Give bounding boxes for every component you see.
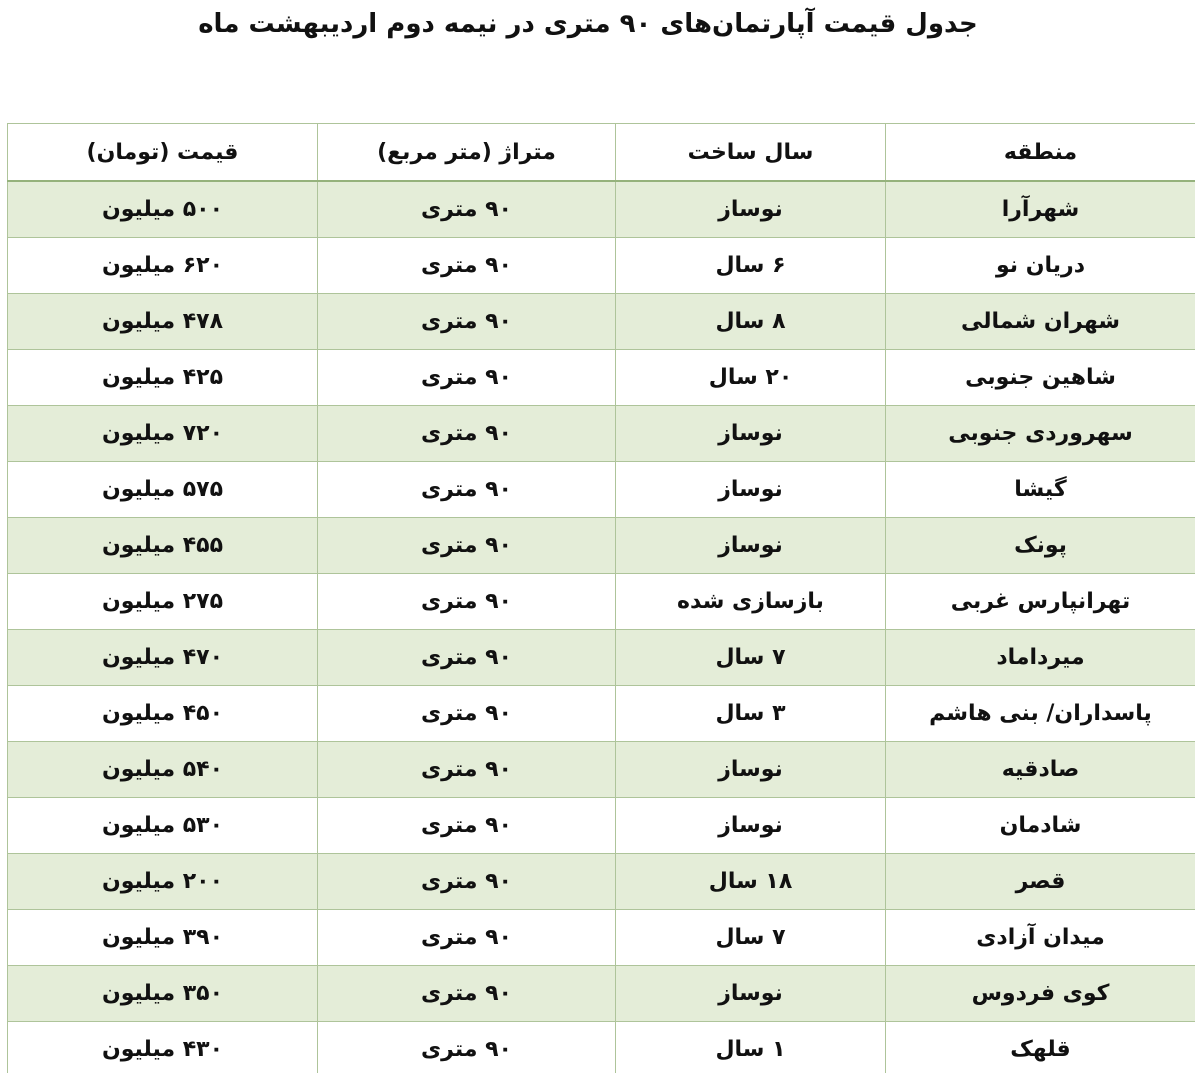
cell-area: ۹۰ متری: [318, 630, 616, 686]
cell-construction-year: ۱۸ سال: [616, 854, 886, 910]
header-region: منطقه: [886, 124, 1196, 182]
cell-area: ۹۰ متری: [318, 854, 616, 910]
cell-area: ۹۰ متری: [318, 181, 616, 238]
header-area: متراژ (متر مربع): [318, 124, 616, 182]
cell-region: میدان آزادی: [886, 910, 1196, 966]
cell-region: پاسداران/ بنی هاشم: [886, 686, 1196, 742]
cell-price: ۳۵۰ میلیون: [8, 966, 318, 1022]
cell-region: میرداماد: [886, 630, 1196, 686]
table-header: [8, 124, 1196, 182]
cell-region: پونک: [886, 518, 1196, 574]
cell-price: ۴۷۰ میلیون: [8, 630, 318, 686]
cell-price: ۶۲۰ میلیون: [8, 238, 318, 294]
cell-area: ۹۰ متری: [318, 406, 616, 462]
cell-region: قلهک: [886, 1022, 1196, 1073]
cell-area: ۹۰ متری: [318, 910, 616, 966]
cell-construction-year: نوساز: [616, 181, 886, 238]
cell-price: ۵۰۰ میلیون: [8, 181, 318, 238]
cell-price: ۵۷۵ میلیون: [8, 462, 318, 518]
table-row: [8, 294, 1196, 350]
cell-area: ۹۰ متری: [318, 966, 616, 1022]
cell-region: قصر: [886, 854, 1196, 910]
cell-construction-year: نوساز: [616, 406, 886, 462]
cell-price: ۵۴۰ میلیون: [8, 742, 318, 798]
cell-area: ۹۰ متری: [318, 686, 616, 742]
cell-region: کوی فردوس: [886, 966, 1196, 1022]
cell-area: ۹۰ متری: [318, 350, 616, 406]
table-row: [8, 238, 1196, 294]
cell-area: ۹۰ متری: [318, 518, 616, 574]
table-row: [8, 798, 1196, 854]
cell-price: ۴۵۵ میلیون: [8, 518, 318, 574]
cell-construction-year: ۶ سال: [616, 238, 886, 294]
cell-construction-year: ۲۰ سال: [616, 350, 886, 406]
table-row: [8, 574, 1196, 630]
cell-construction-year: ۱ سال: [616, 1022, 886, 1073]
cell-region: تهرانپارس غربی: [886, 574, 1196, 630]
price-table: [7, 123, 1195, 1073]
cell-construction-year: نوساز: [616, 462, 886, 518]
cell-construction-year: ۷ سال: [616, 630, 886, 686]
cell-price: ۷۲۰ میلیون: [8, 406, 318, 462]
cell-price: ۵۳۰ میلیون: [8, 798, 318, 854]
table-row: [8, 686, 1196, 742]
cell-region: شادمان: [886, 798, 1196, 854]
cell-area: ۹۰ متری: [318, 462, 616, 518]
table-row: [8, 518, 1196, 574]
table-row: [8, 966, 1196, 1022]
cell-region: صادقیه: [886, 742, 1196, 798]
cell-construction-year: نوساز: [616, 742, 886, 798]
page-title: جدول قیمت آپارتمان‌های ۹۰ متری در نیمه دوم اردیبهشت ماه: [0, 2, 1176, 46]
cell-construction-year: ۸ سال: [616, 294, 886, 350]
cell-region: گیشا: [886, 462, 1196, 518]
price-table-container: [7, 123, 1195, 1073]
cell-region: دریان نو: [886, 238, 1196, 294]
table-row: [8, 181, 1196, 238]
cell-region: شهرآرا: [886, 181, 1196, 238]
table-row: [8, 462, 1196, 518]
header-row: [8, 124, 1196, 182]
table-row: [8, 854, 1196, 910]
header-price: قیمت (تومان): [8, 124, 318, 182]
table-body: [8, 181, 1196, 1073]
cell-price: ۴۷۸ میلیون: [8, 294, 318, 350]
cell-region: شاهین جنوبی: [886, 350, 1196, 406]
table-row: [8, 350, 1196, 406]
cell-construction-year: نوساز: [616, 966, 886, 1022]
cell-price: ۴۲۵ میلیون: [8, 350, 318, 406]
cell-area: ۹۰ متری: [318, 294, 616, 350]
cell-price: ۳۹۰ میلیون: [8, 910, 318, 966]
cell-region: سهروردی جنوبی: [886, 406, 1196, 462]
table-row: [8, 406, 1196, 462]
cell-area: ۹۰ متری: [318, 798, 616, 854]
table-row: [8, 1022, 1196, 1073]
cell-construction-year: نوساز: [616, 798, 886, 854]
cell-area: ۹۰ متری: [318, 1022, 616, 1073]
cell-price: ۲۰۰ میلیون: [8, 854, 318, 910]
table-row: [8, 742, 1196, 798]
cell-construction-year: ۳ سال: [616, 686, 886, 742]
cell-area: ۹۰ متری: [318, 742, 616, 798]
cell-area: ۹۰ متری: [318, 574, 616, 630]
cell-price: ۲۷۵ میلیون: [8, 574, 318, 630]
cell-construction-year: ۷ سال: [616, 910, 886, 966]
cell-construction-year: نوساز: [616, 518, 886, 574]
cell-price: ۴۳۰ میلیون: [8, 1022, 318, 1073]
cell-price: ۴۵۰ میلیون: [8, 686, 318, 742]
cell-region: شهران شمالی: [886, 294, 1196, 350]
header-construction-year: سال ساخت: [616, 124, 886, 182]
table-row: [8, 910, 1196, 966]
cell-area: ۹۰ متری: [318, 238, 616, 294]
table-row: [8, 630, 1196, 686]
cell-construction-year: بازسازی شده: [616, 574, 886, 630]
